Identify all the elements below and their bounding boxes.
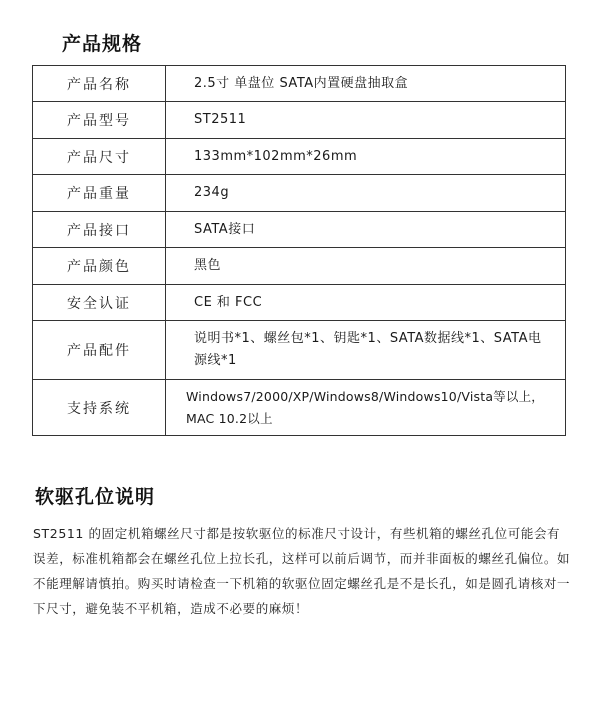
spec-value: SATA接口 — [166, 212, 566, 248]
drive-bay-description: ST2511 的固定机箱螺丝尺寸都是按软驱位的标准尺寸设计，有些机箱的螺丝孔位可能会有误差，标准机箱都会在螺丝孔位上拉长孔，这样可以前后调节，而并非面板的螺丝孔偏位。如不能理解请慎拍。购买时请检查一下机箱的软驱位固定螺丝孔是不是长孔，如是圆孔请核对一下尺寸，避免装不平机箱，造成不必要的麻烦！ — [33, 526, 571, 616]
spec-value: 2.5寸 单盘位 SATA内置硬盘抽取盒 — [166, 66, 566, 102]
spec-value: Windows7/2000/XP/Windows8/Windows10/Vista等以上，MAC 10.2以上 — [166, 380, 566, 436]
spec-value: 133mm*102mm*26mm — [166, 139, 566, 175]
spec-value: 黑色 — [166, 248, 566, 285]
spec-label: 产品型号 — [33, 102, 166, 139]
spec-row-model — [33, 102, 566, 139]
spec-label: 安全认证 — [33, 285, 166, 321]
spec-value: 说明书*1、螺丝包*1、钥匙*1、SATA数据线*1、SATA电源线*1 — [166, 321, 566, 380]
spec-label: 产品尺寸 — [33, 139, 166, 175]
spec-row-systems — [33, 380, 566, 436]
spec-label: 产品配件 — [33, 321, 166, 380]
spec-row-accessories — [33, 321, 566, 380]
drive-bay-heading: 软驱孔位说明 — [35, 486, 156, 508]
spec-label: 支持系统 — [33, 380, 166, 436]
spec-row-weight — [33, 175, 566, 212]
specs-heading: 产品规格 — [62, 33, 143, 55]
spec-row-certification — [33, 285, 566, 321]
spec-label: 产品名称 — [33, 66, 166, 102]
spec-value: ST2511 — [166, 102, 566, 139]
spec-table — [32, 65, 566, 436]
spec-value: CE 和 FCC — [166, 285, 566, 321]
spec-row-size — [33, 139, 566, 175]
spec-label: 产品接口 — [33, 212, 166, 248]
spec-row-interface — [33, 212, 566, 248]
spec-label: 产品颜色 — [33, 248, 166, 285]
spec-row-name — [33, 66, 566, 102]
spec-value: 234g — [166, 175, 566, 212]
spec-row-color — [33, 248, 566, 285]
spec-label: 产品重量 — [33, 175, 166, 212]
